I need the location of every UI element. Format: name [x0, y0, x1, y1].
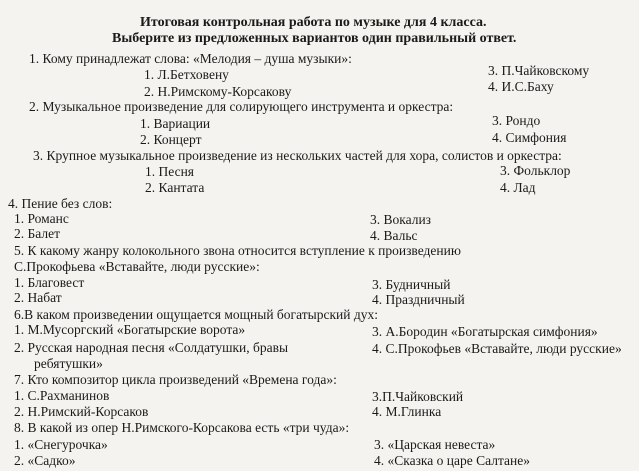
q8-option-2: 2. «Садко» — [14, 453, 76, 468]
q6-option-2-line-1: 2. Русская народная песня «Солдатушки, бравы — [14, 340, 289, 355]
q1-option-1: 1. Л.Бетховену — [144, 67, 229, 82]
question-2: 2. Музыкальное произведение для солирующего инструмента и оркестра: — [29, 99, 454, 114]
q4-option-3: 3. Вокализ — [370, 212, 432, 227]
page-instruction: Выберите из предложенных вариантов один правильный ответ. — [112, 31, 517, 46]
q6-option-2-line-2: ребятушки» — [34, 356, 103, 371]
question-7: 7. Кто композитор цикла произведений «Времена года»: — [14, 372, 337, 387]
q6-option-1: 1. М.Мусоргский «Богатырские ворота» — [14, 322, 246, 337]
q2-option-2: 2. Концерт — [140, 132, 202, 147]
q4-option-4: 4. Вальс — [370, 228, 418, 243]
q7-option-4: 4. М.Глинка — [372, 404, 442, 419]
q4-option-2: 2. Балет — [14, 226, 60, 241]
q6-option-3: 3. А.Бородин «Богатырская симфония» — [372, 324, 598, 339]
question-8: 8. В какой из опер Н.Римского-Корсакова есть «три чуда»: — [14, 420, 350, 435]
q3-option-1: 1. Песня — [145, 164, 195, 179]
q5-option-3: 3. Будничный — [372, 277, 451, 292]
q6-option-4: 4. С.Прокофьев «Вставайте, люди русские» — [372, 341, 622, 356]
q7-option-3: 3.П.Чайковский — [372, 389, 464, 404]
question-5-line-2: С.Прокофьева «Вставайте, люди русские»: — [14, 259, 260, 274]
q5-option-2: 2. Набат — [14, 290, 62, 305]
q8-option-4: 4. «Сказка о царе Салтане» — [374, 453, 530, 468]
q5-option-4: 4. Праздничный — [372, 292, 465, 307]
question-3: 3. Крупное музыкальное произведение из нескольких частей для хора, солистов и оркестра: — [33, 148, 562, 163]
q8-option-1: 1. «Снегурочка» — [14, 437, 108, 452]
q2-option-3: 3. Рондо — [492, 113, 541, 128]
q3-option-3: 3. Фольклор — [500, 163, 571, 178]
page-title: Итоговая контрольная работа по музыке для 4 класса. — [140, 15, 487, 30]
q4-option-1: 1. Романс — [14, 211, 69, 226]
q3-option-4: 4. Лад — [500, 180, 536, 195]
question-5-line-1: 5. К какому жанру колокольного звона относится вступление к произведению — [14, 243, 461, 258]
q8-option-3: 3. «Царская невеста» — [374, 437, 496, 452]
q2-option-1: 1. Вариации — [140, 116, 211, 131]
q3-option-2: 2. Кантата — [145, 180, 205, 195]
question-6: 6.В каком произведении ощущается мощный богатырский дух: — [14, 307, 378, 322]
q7-option-2: 2. Н.Римский-Корсаков — [14, 404, 149, 419]
question-4: 4. Пение без слов: — [8, 196, 113, 211]
q1-option-2: 2. Н.Римскому-Корсакову — [144, 84, 292, 99]
q5-option-1: 1. Благовест — [14, 275, 85, 290]
q2-option-4: 4. Симфония — [492, 130, 567, 145]
q1-option-3: 3. П.Чайковскому — [488, 63, 590, 78]
question-1: 1. Кому принадлежат слова: «Мелодия – душа музыки»: — [29, 51, 352, 66]
q7-option-1: 1. С.Рахманинов — [14, 388, 110, 403]
q1-option-4: 4. И.С.Баху — [488, 79, 554, 94]
